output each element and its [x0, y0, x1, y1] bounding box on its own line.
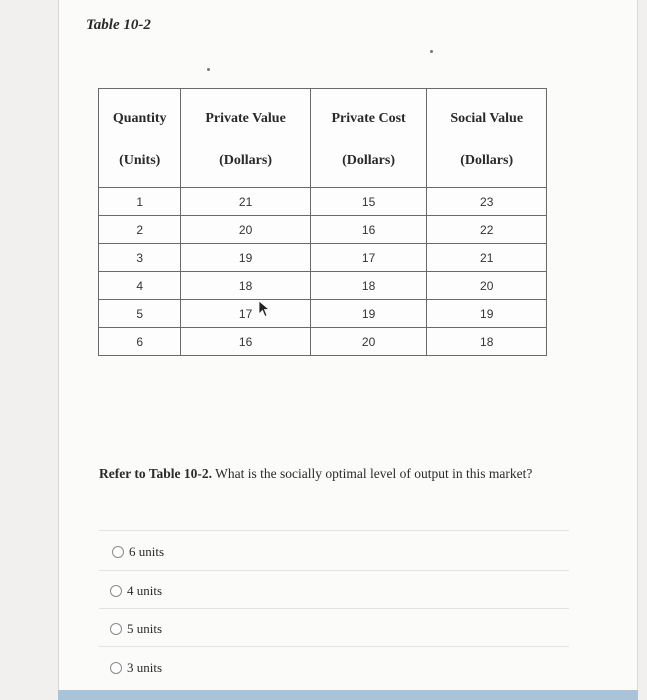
option-label: 5 units — [127, 621, 163, 636]
header-private-value: Private Value — [181, 89, 310, 150]
cell-social-value: 19 — [427, 300, 547, 328]
divider — [99, 530, 569, 531]
cell-quantity: 5 — [99, 300, 181, 328]
cell-social-value: 22 — [427, 216, 547, 244]
cell-private-cost: 16 — [310, 216, 427, 244]
mouse-pointer-icon — [258, 300, 270, 318]
table-row — [99, 188, 547, 216]
bottom-bar — [58, 690, 638, 700]
cell-quantity: 2 — [99, 216, 181, 244]
radio-button[interactable] — [110, 662, 122, 674]
cell-social-value: 18 — [427, 328, 547, 356]
header-quantity: Quantity — [99, 89, 181, 150]
divider — [99, 608, 569, 609]
cell-private-cost: 15 — [310, 188, 427, 216]
cell-social-value: 23 — [427, 188, 547, 216]
radio-button[interactable] — [110, 623, 122, 635]
cell-social-value: 21 — [427, 244, 547, 272]
cell-private-cost: 18 — [310, 272, 427, 300]
option-label: 6 units — [129, 544, 165, 559]
radio-button[interactable] — [112, 546, 124, 558]
cell-private-cost: 19 — [310, 300, 427, 328]
cell-private-value: 20 — [181, 216, 310, 244]
header-social-value: Social Value — [427, 89, 547, 150]
table-row — [99, 328, 547, 356]
cell-private-value: 18 — [181, 272, 310, 300]
unit-quantity: (Units) — [99, 149, 181, 188]
stray-dot — [207, 68, 210, 71]
table-row — [99, 216, 547, 244]
question-body: What is the socially optimal level of output in this market? — [215, 466, 533, 481]
cell-private-value: 16 — [181, 328, 310, 356]
table-row — [99, 272, 547, 300]
header-private-cost: Private Cost — [310, 89, 427, 150]
answer-option-3-units[interactable] — [110, 660, 162, 676]
answer-option-5-units[interactable] — [110, 621, 162, 637]
question-ref: Refer to Table 10-2. — [99, 466, 212, 481]
table-row — [99, 300, 547, 328]
table-unit-row — [99, 149, 547, 188]
cell-quantity: 6 — [99, 328, 181, 356]
answer-option-6-units[interactable] — [112, 544, 164, 560]
radio-button[interactable] — [110, 585, 122, 597]
cell-private-cost: 20 — [310, 328, 427, 356]
divider — [99, 570, 569, 571]
cell-private-value: 17 — [181, 300, 310, 328]
cell-quantity: 1 — [99, 188, 181, 216]
question-text — [99, 462, 559, 485]
stray-dot — [430, 50, 433, 53]
table-header-row — [99, 89, 547, 150]
data-table — [98, 88, 547, 356]
option-label: 4 units — [127, 583, 163, 598]
cell-social-value: 20 — [427, 272, 547, 300]
cell-private-value: 19 — [181, 244, 310, 272]
answer-option-4-units[interactable] — [110, 583, 162, 599]
cell-private-cost: 17 — [310, 244, 427, 272]
unit-social-value: (Dollars) — [427, 149, 547, 188]
cell-private-value: 21 — [181, 188, 310, 216]
option-label: 3 units — [127, 660, 163, 675]
table-title: Table 10-2 — [86, 17, 151, 33]
table-row — [99, 244, 547, 272]
divider — [99, 646, 569, 647]
unit-private-value: (Dollars) — [181, 149, 310, 188]
cell-quantity: 3 — [99, 244, 181, 272]
unit-private-cost: (Dollars) — [310, 149, 427, 188]
cell-quantity: 4 — [99, 272, 181, 300]
